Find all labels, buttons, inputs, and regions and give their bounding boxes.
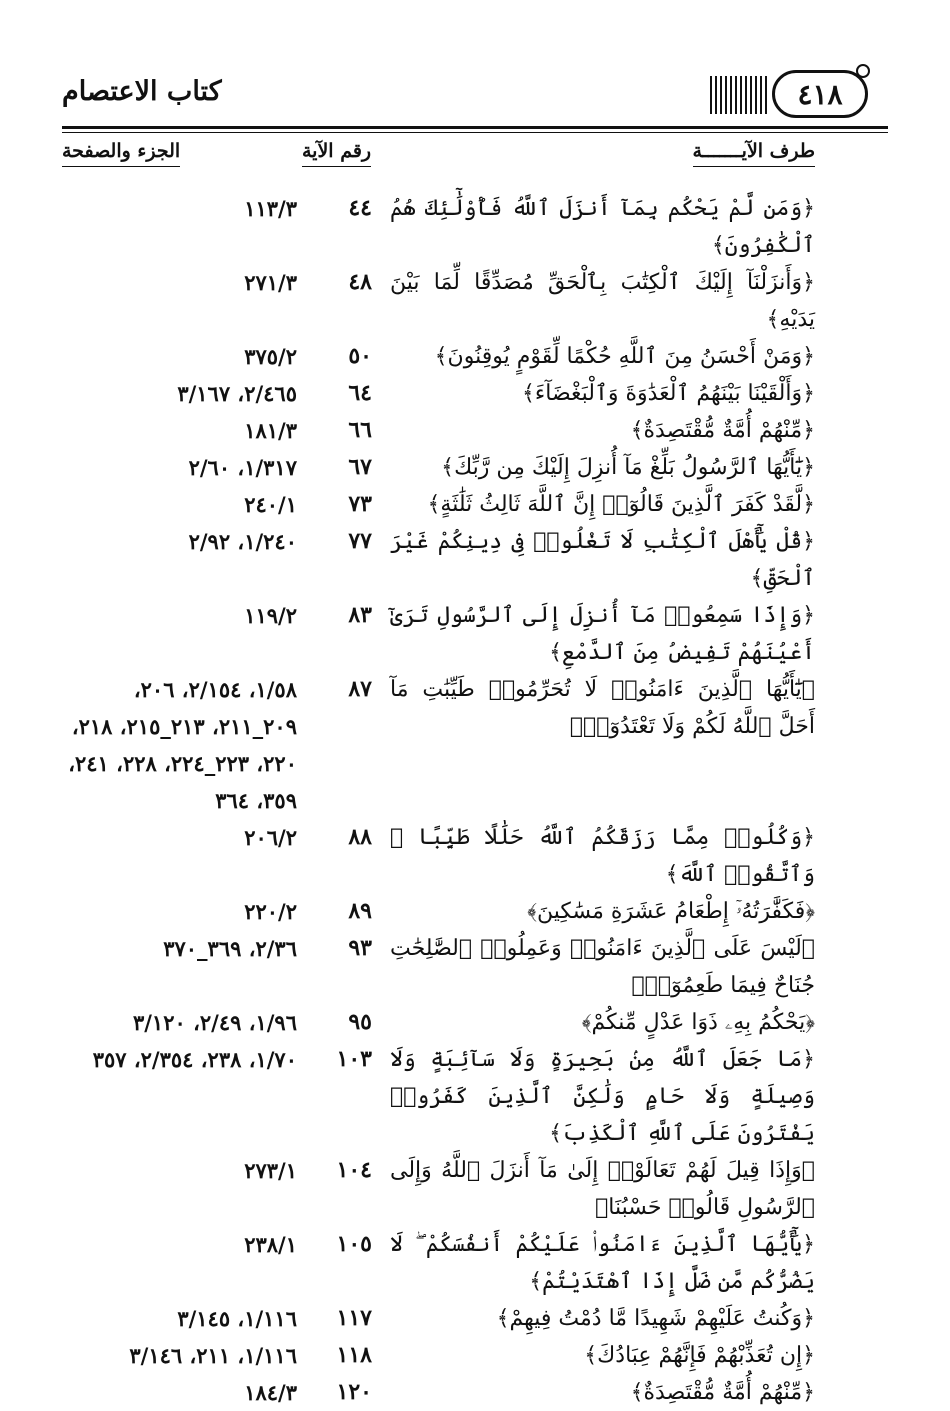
table-row	[62, 930, 815, 1004]
volume-page-ref: ١/١١٦، ٣/١٤٥	[177, 1306, 297, 1331]
ayah-text: ﴿فَكَفَّٰرَتُهُۥٓ إِطْعَامُ عَشَرَةِ مَسَٰكِينَ﴾	[527, 899, 815, 924]
table-row	[62, 1226, 815, 1300]
volume-page-ref: ١/٢٤٠، ٢/٩٢	[188, 529, 297, 554]
ayah-text: ﴿وَإِذَا سَمِعُوا۟ مَآ أُنزِلَ إِلَى ٱلرَّسُولِ تَرَىٰٓ أَعْيُنَهُمْ تَفِيضُ مِنَ ٱلدَّمْعِ﴾	[390, 603, 815, 665]
ayah-number: ٦٤	[348, 380, 372, 406]
ayah-text: ﴿يَٰٓأَيُّهَا ٱلَّذِينَ ءَامَنُوا۟ عَلَيْكُمْ أَنفُسَكُمْ ۖ لَا يَضُرُّكُم مَّن ضَلَّ إِذَا ٱهْتَدَيْتُمْ﴾	[390, 1232, 815, 1294]
ayah-number: ٧٣	[348, 491, 372, 517]
table-row	[62, 1300, 815, 1337]
ayah-number: ٨٧	[348, 676, 372, 702]
page-header	[62, 58, 888, 132]
table-row	[62, 1374, 815, 1411]
table-row	[62, 264, 815, 338]
volume-page-ref: ٢٢٠/٢	[244, 899, 297, 924]
ayah-number: ٨٨	[348, 824, 372, 850]
volume-page-ref: ٢/٤٦٥، ٣/١٦٧	[177, 381, 297, 406]
volume-page-ref: ١٨١/٣	[244, 418, 297, 443]
volume-page-ref: ٢٧١/٣	[244, 270, 297, 295]
volume-page-ref: ١/٣١٧، ٢/٦٠	[188, 455, 297, 480]
ayah-number: ٩٣	[348, 935, 372, 961]
ayah-text: ﴿وَأَلْقَيْنَا بَيْنَهُمُ ٱلْعَدَٰوَةَ وَٱلْبَغْضَآءَ﴾	[522, 381, 815, 406]
volume-page-ref: ١١٩/٢	[244, 603, 297, 628]
table-row	[62, 338, 815, 375]
volume-page-ref: ٢٧٣/١	[244, 1158, 297, 1183]
volume-page-ref: ١/١١٦، ٢١١، ٣/١٤٦	[129, 1343, 297, 1368]
volume-page-ref: ٢٤٠/١	[244, 492, 297, 517]
decorative-stripes	[710, 76, 768, 114]
ayah-number: ٨٩	[348, 898, 372, 924]
table-row	[62, 486, 815, 523]
volume-page-ref: ١٨٤/٣	[244, 1380, 297, 1405]
ayah-number: ١١٨	[336, 1342, 372, 1368]
ayah-text: ﴿وَمَنْ أَحْسَنُ مِنَ ٱللَّهِ حُكْمًا لِّقَوْمٍ يُوقِنُونَ﴾	[434, 344, 815, 369]
ayah-number: ٩٥	[348, 1009, 372, 1035]
table-row	[62, 597, 815, 671]
table-row	[62, 190, 815, 264]
column-headers	[62, 140, 815, 176]
ayah-text: ﴿وَمَن لَّمْ يَحْكُم بِمَآ أَنزَلَ ٱللَّهُ فَأُوْلَٰٓئِكَ هُمُ ٱلْكَٰفِرُونَ﴾	[390, 196, 815, 258]
ayah-number: ٤٤	[348, 195, 372, 221]
volume-page-ref: ١/٥٨، ٢/١٥٤، ٢٠٦، ٢٠٩_٢١١، ٢١٣_٢١٥، ٢١٨، ٢٢٠، ٢٢٣_٢٢٤، ٢٢٨، ٢٤١، ٣٥٩، ٣٦٤	[68, 677, 297, 813]
ayah-text: ﴿وَكُلُوا۟ مِمَّا رَزَقَكُمُ ٱللَّهُ حَلَٰلًا طَيِّبًا ۚ وَٱتَّقُوا۟ ٱللَّهَ﴾	[390, 825, 815, 887]
table-row	[62, 1337, 815, 1374]
ayah-number: ٦٧	[348, 454, 372, 480]
ayah-text: ﴿وَإِذَا قِيلَ لَهُمْ تَعَالَوْا۟ إِلَىٰ مَآ أَنزَلَ ٱللَّهُ وَإِلَى ٱلرَّسُولِ قَالُوا۟ حَسْبُنَا﴾	[390, 1158, 815, 1220]
ayah-text: ﴿وَكُنتُ عَلَيْهِمْ شَهِيدًا مَّا دُمْتُ فِيهِمْ﴾	[496, 1306, 815, 1331]
ayah-text: ﴿لَّقَدْ كَفَرَ ٱلَّذِينَ قَالُوٓا۟ إِنَّ ٱللَّهَ ثَالِثُ ثَلَٰثَةٍ﴾	[427, 492, 815, 517]
header-rule	[62, 126, 888, 129]
ayah-text: ﴿يَحْكُمُ بِهِۦ ذَوَا عَدْلٍ مِّنكُمْ﴾	[581, 1010, 815, 1035]
ayah-text: ﴿إِن تُعَذِّبْهُمْ فَإِنَّهُمْ عِبَادُكَ﴾	[584, 1343, 815, 1368]
ayah-number: ٥٠	[348, 343, 372, 369]
page-number-badge	[710, 68, 870, 114]
table-row	[62, 819, 815, 893]
ayah-number: ١٠٤	[336, 1157, 372, 1183]
table-row	[62, 523, 815, 597]
ayah-text: ﴿قُلْ يَٰٓأَهْلَ ٱلْكِتَٰبِ لَا تَغْلُوا۟ فِى دِينِكُمْ غَيْرَ ٱلْحَقِّ﴾	[390, 529, 815, 591]
volume-page-ref: ٢٣٨/١	[244, 1232, 297, 1257]
column-header-ayah: طرف الآيـــــــة	[693, 140, 815, 167]
table-row	[62, 375, 815, 412]
ayah-number: ٨٣	[348, 602, 372, 628]
volume-page-ref: ١١٣/٣	[244, 196, 297, 221]
table-row	[62, 1004, 815, 1041]
volume-page-ref: ٢/٣٦، ٣٦٩_٣٧٠	[163, 936, 297, 961]
ayah-text: ﴿وَأَنزَلْنَآ إِلَيْكَ ٱلْكِتَٰبَ بِٱلْحَقِّ مُصَدِّقًا لِّمَا بَيْنَ يَدَيْهِ﴾	[390, 270, 815, 332]
table-row	[62, 412, 815, 449]
ayah-number: ٧٧	[348, 528, 372, 554]
decorative-dot	[856, 64, 870, 78]
ayah-number: ١١٧	[336, 1305, 372, 1331]
book-title: كتاب الاعتصام	[62, 76, 222, 107]
ayah-number: ١٢٠	[336, 1379, 372, 1405]
ayah-text: ﴿مِّنْهُمْ أُمَّةٌ مُّقْتَصِدَةٌ﴾	[630, 1380, 815, 1405]
ayah-text: ﴿مَا جَعَلَ ٱللَّهُ مِنۢ بَحِيرَةٍ وَلَا سَآئِبَةٍ وَلَا وَصِيلَةٍ وَلَا حَامٍ وَلَٰكِنَّ ٱلَّذِينَ كَفَرُوا۟ يَفْتَرُونَ عَلَى ٱللَّهِ ٱلْكَذِبَ﴾	[390, 1047, 815, 1146]
column-header-ayah-number: رقم الآية	[302, 140, 371, 167]
volume-page-ref: ١/٧٠، ٢٣٨، ٢/٣٥٤، ٣٥٧	[92, 1047, 297, 1072]
volume-page-ref: ٢٠٦/٢	[244, 825, 297, 850]
header-rule-thin	[62, 132, 888, 133]
volume-page-ref: ١/٩٦، ٢/٤٩، ٣/١٢٠	[132, 1010, 297, 1035]
ayah-number: ١٠٣	[336, 1046, 372, 1072]
ayah-number: ١٠٥	[336, 1231, 372, 1257]
table-row	[62, 671, 815, 819]
ayah-number: ٦٦	[348, 417, 372, 443]
table-row	[62, 1041, 815, 1152]
index-table	[62, 190, 815, 1411]
ayah-text: ﴿يَٰٓأَيُّهَا ٱلَّذِينَ ءَامَنُوا۟ لَا تُحَرِّمُوا۟ طَيِّبَٰتِ مَآ أَحَلَّ ٱللَّهُ لَكُمْ وَلَا تَعْتَدُوٓا۟﴾	[390, 677, 815, 739]
ayah-text: ﴿مِّنْهُمْ أُمَّةٌ مُّقْتَصِدَةٌ﴾	[630, 418, 815, 443]
table-row	[62, 449, 815, 486]
volume-page-ref: ٣٧٥/٢	[244, 344, 297, 369]
column-header-volume-page: الجزء والصفحة	[62, 140, 180, 167]
ayah-number: ٤٨	[348, 269, 372, 295]
table-row	[62, 1152, 815, 1226]
ayah-text: ﴿لَيْسَ عَلَى ٱلَّذِينَ ءَامَنُوا۟ وَعَمِلُوا۟ ٱلصَّٰلِحَٰتِ جُنَاحٌ فِيمَا طَعِمُوٓا۟﴾	[390, 936, 815, 998]
page-number: ٤١٨	[772, 70, 868, 118]
table-row	[62, 893, 815, 930]
ayah-text: ﴿يَٰٓأَيُّهَا ٱلرَّسُولُ بَلِّغْ مَآ أُنزِلَ إِلَيْكَ مِن رَّبِّكَ﴾	[441, 455, 815, 480]
